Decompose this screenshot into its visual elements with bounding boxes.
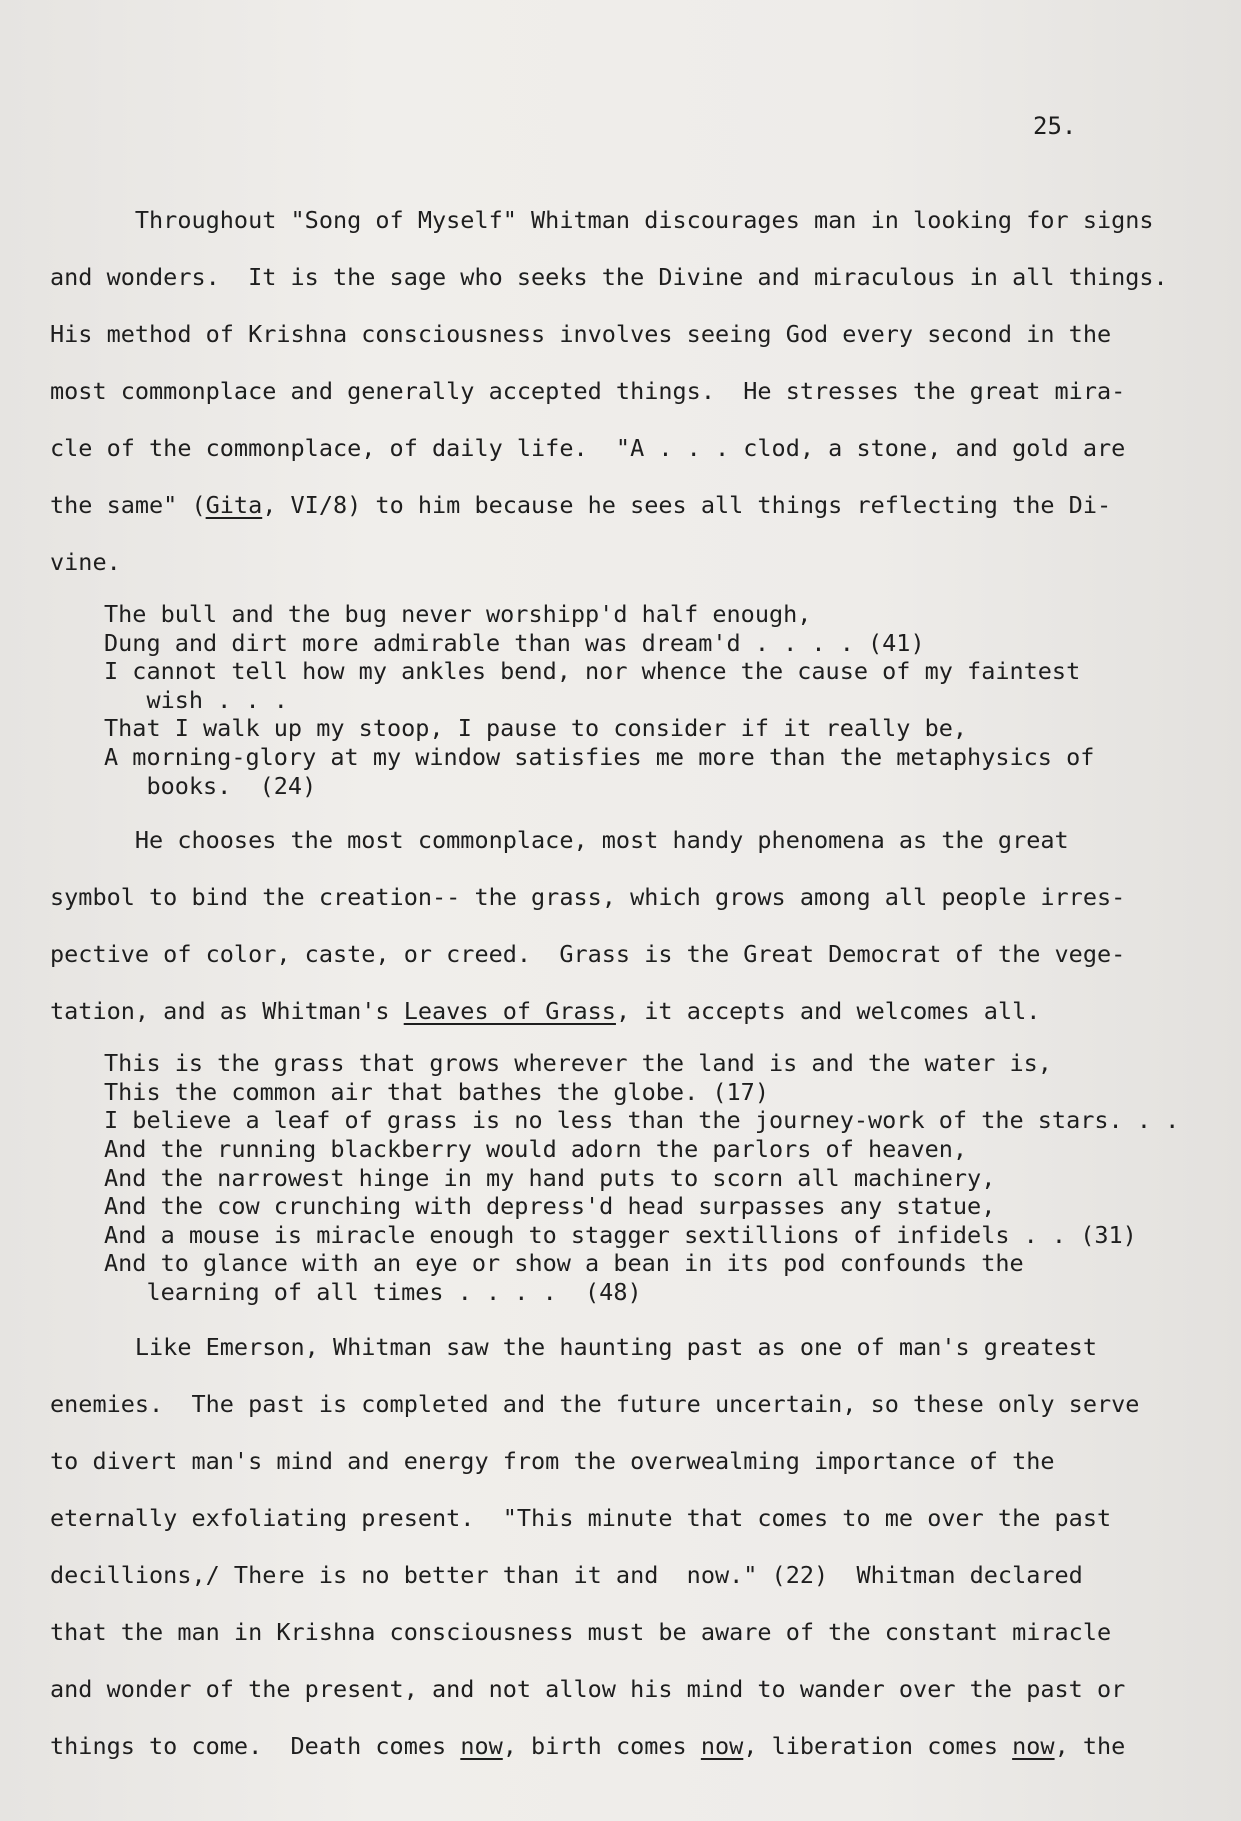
text-line: pective of color, caste, or creed. Grass is the Great Democrat of the vege- xyxy=(50,940,1126,969)
text-span: , the xyxy=(1054,1731,1126,1760)
text-line: eternally exfoliating present. "This minute that comes to me over the past xyxy=(50,1503,1112,1532)
block-quote xyxy=(50,600,1200,800)
page-number: 25. xyxy=(1033,112,1077,140)
text-span: the same" ( xyxy=(50,491,206,519)
underlined-title: Gita xyxy=(205,491,263,519)
text-line: His method of Krishna consciousness involves seeing God every second in the xyxy=(50,320,1112,348)
quote-line: I believe a leaf of grass is no less than the journey-work of the stars. . . xyxy=(104,1106,1180,1135)
quote-line: This is the grass that grows wherever the land is and the water is, xyxy=(104,1049,1052,1078)
text-line: vine. xyxy=(50,548,121,576)
quote-line: And the narrowest hinge in my hand puts to scorn all machinery, xyxy=(104,1163,996,1192)
quote-line: This the common air that bathes the globe. (17) xyxy=(104,1077,769,1106)
text-line: and wonder of the present, and not allow his mind to wander over the past or xyxy=(50,1674,1126,1703)
quote-line: The bull and the bug never worshipp'd half enough, xyxy=(104,600,812,628)
quote-line: Dung and dirt more admirable than was dream'd . . . . (41) xyxy=(104,628,925,657)
emphasis-now: now xyxy=(700,1731,744,1760)
text-line: and wonders. It is the sage who seeks the Divine and miraculous in all things. xyxy=(50,263,1168,291)
paragraph xyxy=(50,1319,1200,1775)
quote-line: That I walk up my stoop, I pause to consider if it really be, xyxy=(104,714,968,743)
text-line: enemies. The past is completed and the future uncertain, so these only serve xyxy=(50,1389,1140,1418)
quote-line: And to glance with an eye or show a bean in its pod confounds the xyxy=(104,1249,1024,1278)
text-line: He chooses the most commonplace, most handy phenomena as the great xyxy=(50,826,1069,855)
quote-line: And the running blackberry would adorn the parlors of heaven, xyxy=(104,1134,968,1163)
text-line xyxy=(50,983,1200,1040)
body-text xyxy=(50,192,1200,1775)
quote-line: learning of all times . . . . (48) xyxy=(104,1277,642,1306)
quote-line: And the cow crunching with depress'd head surpasses any statue, xyxy=(104,1192,996,1221)
text-line: cle of the commonplace, of daily life. "A . . . clod, a stone, and gold are xyxy=(50,434,1126,462)
underlined-title: Leaves of Grass xyxy=(403,997,616,1026)
text-line: most commonplace and generally accepted things. He stresses the great mira- xyxy=(50,377,1126,405)
text-line: that the man in Krishna consciousness must be aware of the constant miracle xyxy=(50,1617,1112,1646)
emphasis-now: now xyxy=(1012,1731,1055,1760)
paragraph xyxy=(50,812,1200,1040)
text-span: , VI/8) to him because he sees all things reflecting the Di- xyxy=(262,491,1112,519)
quote-line: wish . . . xyxy=(104,685,288,714)
quote-line: books. (24) xyxy=(104,771,317,800)
emphasis-now: now xyxy=(460,1731,503,1760)
text-span: tation, and as Whitman's xyxy=(50,997,404,1026)
block-quote xyxy=(50,1049,1200,1306)
quote-line: And a mouse is miracle enough to stagger sextillions of infidels . . (31) xyxy=(104,1220,1137,1249)
text-span: , birth comes xyxy=(502,1731,701,1760)
text-line: to divert man's mind and energy from the overwealming importance of the xyxy=(50,1446,1055,1475)
text-span: , it accepts and welcomes all. xyxy=(615,997,1041,1026)
text-line: symbol to bind the creation-- the grass, which grows among all people irres- xyxy=(50,883,1126,912)
text-line: Like Emerson, Whitman saw the haunting past as one of man's greatest xyxy=(50,1332,1097,1361)
text-span: , liberation comes xyxy=(743,1731,1013,1760)
text-span: things to come. Death comes xyxy=(50,1731,461,1760)
text-line: decillions,/ There is no better than it and now." (22) Whitman declared xyxy=(50,1560,1083,1589)
paragraph xyxy=(50,192,1200,591)
text-line xyxy=(50,477,1200,534)
text-line: Throughout "Song of Myself" Whitman discourages man in looking for signs xyxy=(50,206,1154,234)
quote-line: I cannot tell how my ankles bend, nor whence the cause of my faintest xyxy=(104,657,1081,686)
text-line xyxy=(50,1718,1200,1775)
quote-line: A morning-glory at my window satisfies me more than the metaphysics of xyxy=(104,742,1095,771)
